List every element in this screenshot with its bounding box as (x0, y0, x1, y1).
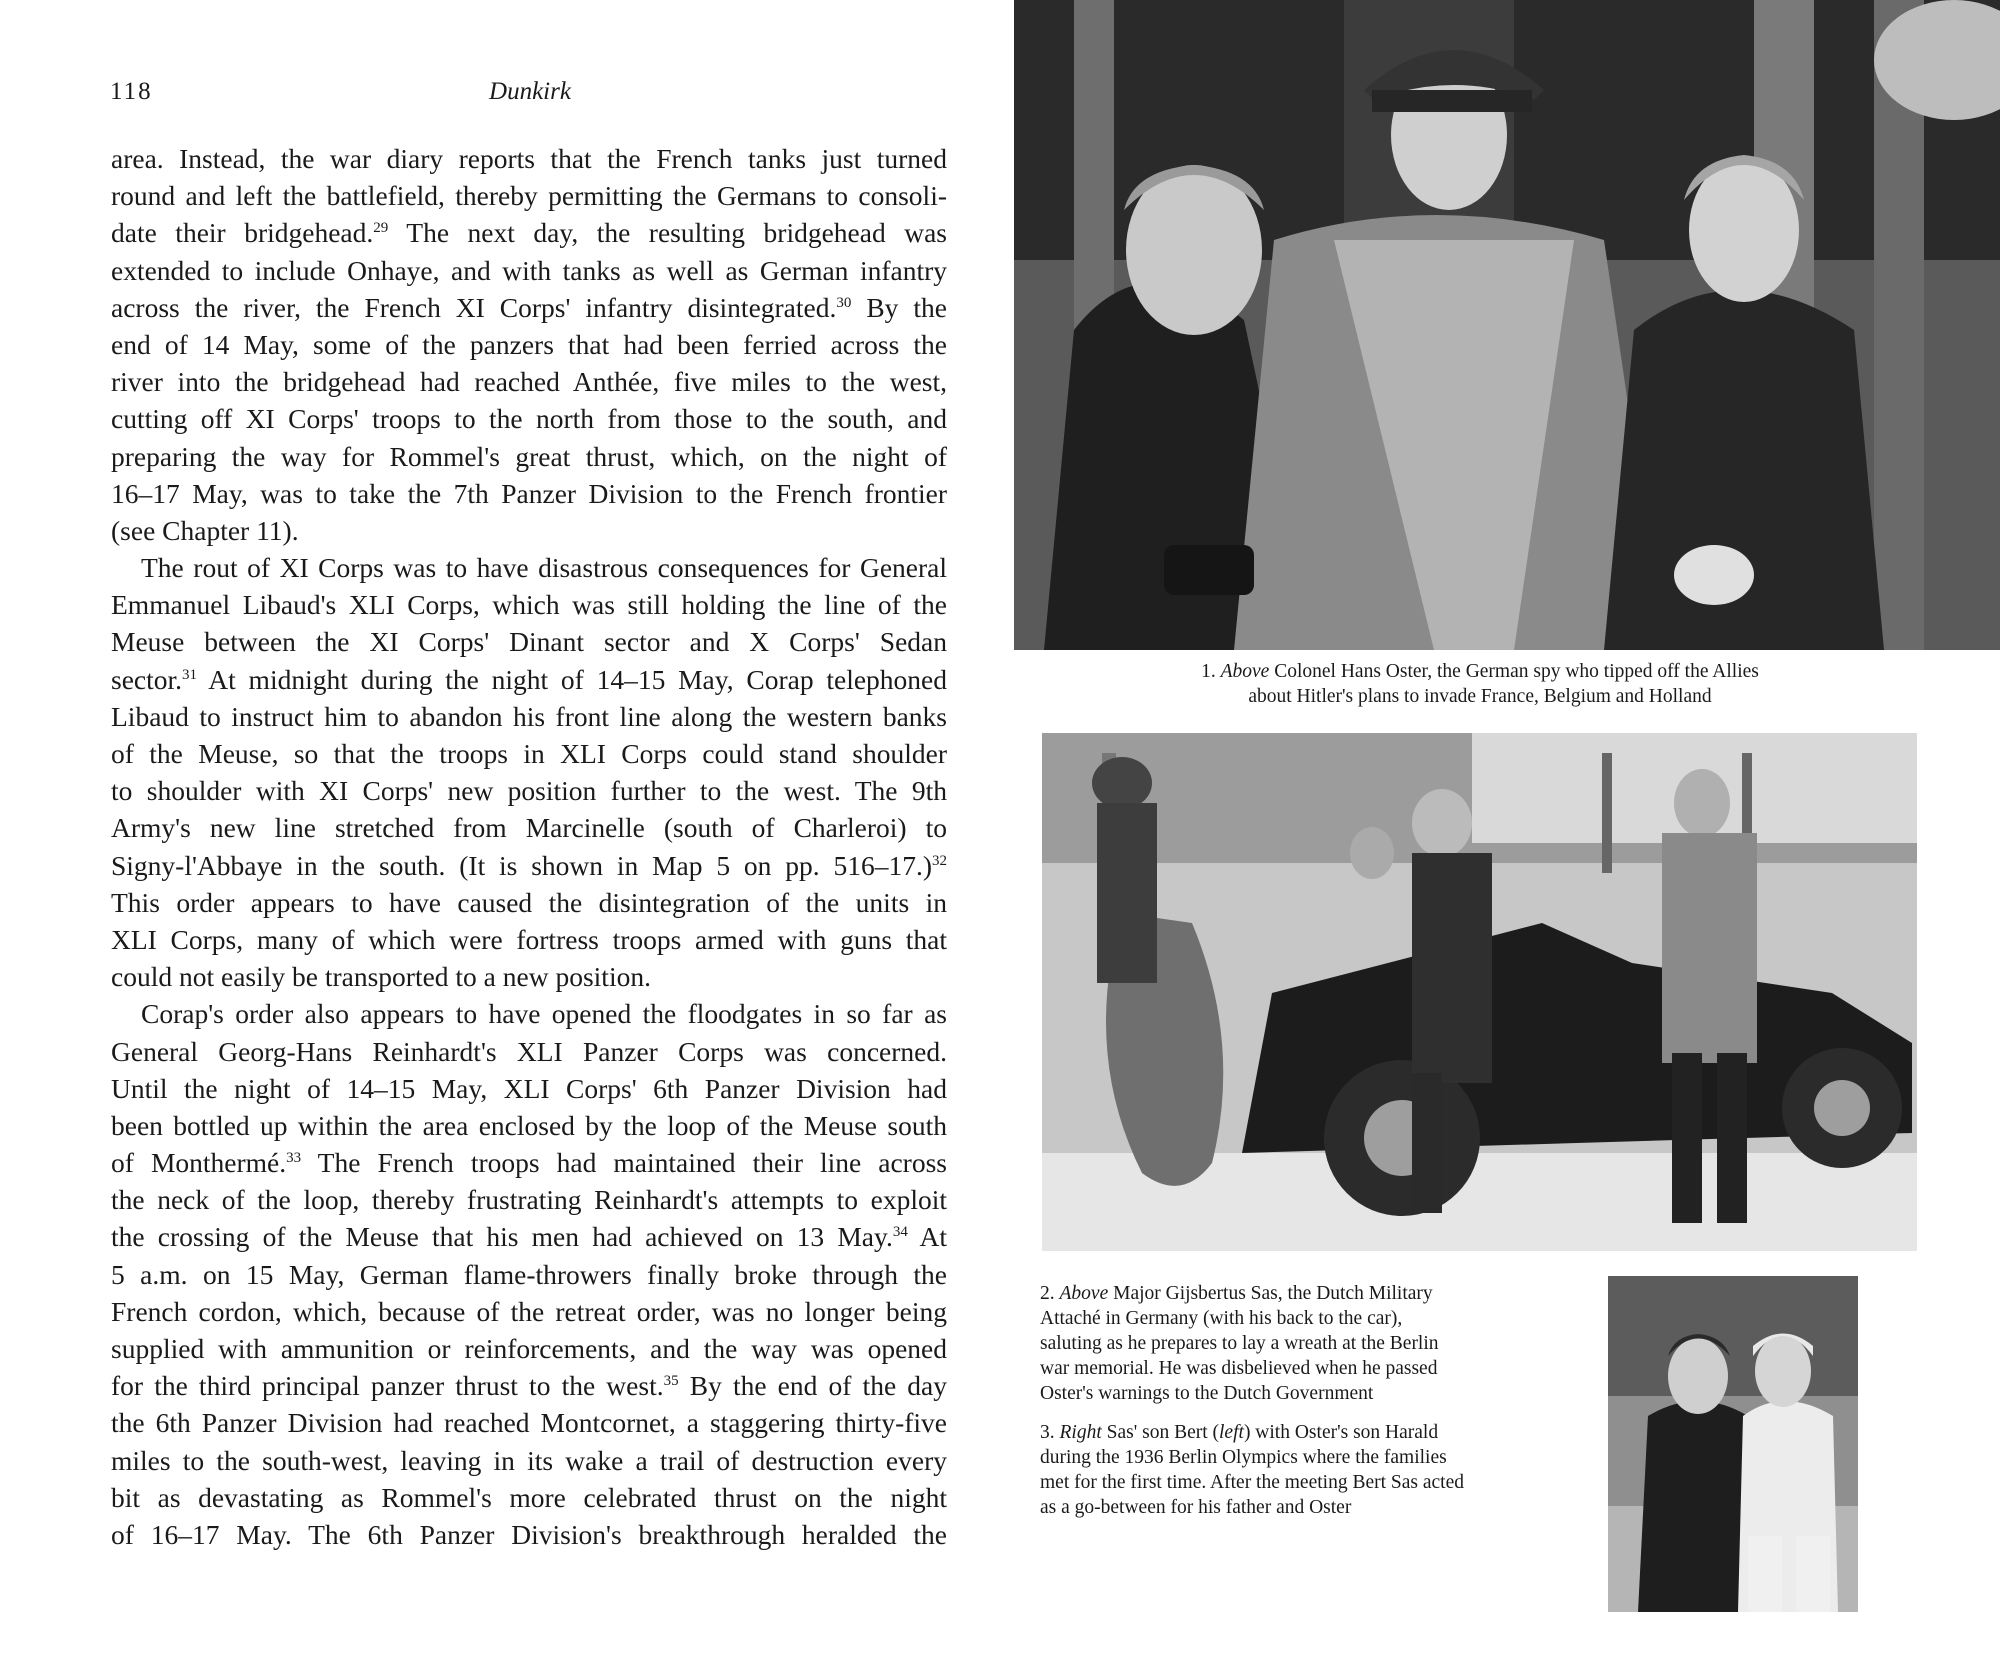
photo-hans-oster (1014, 0, 2000, 650)
page-number: 118 (110, 78, 153, 105)
footnote-ref: 29 (373, 220, 389, 237)
text-line: been bottled up within the area enclosed by the loop of the Meuse south (111, 1109, 947, 1141)
text-line: area. Instead, the war diary reports that the French tanks just turned (111, 143, 947, 174)
text-line: Meuse between the XI Corps' Dinant sector and X Corps' Sedan (111, 626, 947, 658)
footnote-ref: 30 (836, 294, 852, 311)
photo-bert-and-harald (1608, 1276, 1858, 1612)
text-line: This order appears to have caused the disintegration of the units in (111, 886, 947, 918)
text-line: French cordon, which, because of the retreat order, was no longer being (111, 1295, 947, 1327)
text-line: for the third principal panzer thrust to the west.$^{35}$ By the end of the day (111, 1370, 947, 1402)
running-title: Dunkirk (489, 78, 571, 105)
text-line: 5 a.m. on 15 May, German flame-throwers finally broke through the (111, 1258, 947, 1290)
footnote-ref: 33 (286, 1149, 302, 1166)
text-line: Army's new line stretched from Marcinelle (south of Charleroi) to (111, 812, 947, 844)
text-line: of 16–17 May. The 6th Panzer Division's breakthrough heralded the (111, 1518, 947, 1550)
text-line: extended to include Onhaye, and with tanks as well as German infantry (111, 254, 947, 286)
text-line: The rout of XI Corps was to have disastrous consequences for General (141, 552, 947, 584)
text-line: of the Meuse, so that the troops in XLI Corps could stand shoulder (111, 738, 947, 769)
text-line: Libaud to instruct him to abandon his front line along the western banks (111, 700, 947, 732)
text-line: date their bridgehead.$^{29}$ The next day, the resulting bridgehead was (111, 217, 947, 249)
text-line: bit as devastating as Rommel's more celebrated thrust on the night (111, 1481, 947, 1513)
footnote-ref: 32 (932, 852, 947, 869)
text-line: end of 14 May, some of the panzers that had been ferried across the (111, 328, 947, 360)
text-line: the 6th Panzer Division had reached Montcornet, a staggering thirty-five (111, 1407, 947, 1439)
footnote-ref: 31 (182, 666, 198, 683)
text-line: could not easily be transported to a new position. (111, 961, 651, 993)
text-line: across the river, the French XI Corps' infantry disintegrated.$^{30}$ By the (111, 291, 947, 323)
text-line: river into the bridgehead had reached Anthée, five miles to the west, (111, 366, 947, 398)
body-text (111, 140, 947, 1553)
text-line: Corap's order also appears to have opened the floodgates in so far as (141, 998, 947, 1030)
text-line: the crossing of the Meuse that his men had achieved on 13 May.$^{34}$ At (111, 1221, 947, 1253)
text-line: cutting off XI Corps' troops to the north from those to the south, and (111, 403, 947, 435)
text-line: Emmanuel Libaud's XLI Corps, which was still holding the line of the (111, 589, 947, 621)
text-line: (see Chapter 11). (111, 514, 299, 546)
text-line: preparing the way for Rommel's great thrust, which, on the night of (111, 440, 947, 472)
running-head (110, 78, 950, 108)
text-line: miles to the south-west, leaving in its wake a trail of destruction every (111, 1444, 947, 1476)
text-line: round and left the battlefield, thereby permitting the Germans to consoli- (111, 180, 947, 212)
text-line: General Georg-Hans Reinhardt's XLI Panzer Corps was concerned. (111, 1035, 947, 1067)
footnote-ref: 35 (663, 1373, 679, 1390)
text-line: Signy-l'Abbaye in the south. (It is shown in Map 5 on pp. 516–17.)$^{32}$ (111, 849, 947, 881)
text-line: the neck of the loop, thereby frustrating Reinhardt's attempts to exploit (111, 1184, 947, 1216)
text-line: 16–17 May, was to take the 7th Panzer Division to the French frontier (111, 477, 947, 509)
right-page (1000, 0, 2000, 1668)
photo-major-sas-car (1042, 733, 1917, 1251)
text-line: Until the night of 14–15 May, XLI Corps' 6th Panzer Division had (111, 1072, 947, 1104)
caption-3: 3. Right Sas' son Bert (left) with Oster's son Harald during the 1936 Berlin Olympics where the families met for the first time. After the meeting Bert Sas acted as a go-between for his father and Oster (1040, 1422, 1464, 1518)
text-line: of Monthermé.$^{33}$ The French troops had maintained their line across (111, 1147, 947, 1179)
caption-2: 2. Above Major Gijsbertus Sas, the Dutch Military Attaché in Germany (with his back to the car), saluting as he prepares to lay a wreath at the Berlin war memorial. He was disbelieved when he passed Oster's warnings to the Dutch Government (1040, 1283, 1439, 1404)
caption-1: 1. Above Colonel Hans Oster, the German spy who tipped off the Allies about Hitler's plans to invade France, Belgium and Holland (1201, 661, 1759, 707)
text-line: XLI Corps, many of which were fortress troops armed with guns that (111, 923, 947, 955)
text-line: to shoulder with XI Corps' new position further to the west. The 9th (111, 775, 947, 807)
text-line: supplied with ammunition or reinforcements, and the way was opened (111, 1333, 947, 1364)
footnote-ref: 34 (892, 1224, 908, 1241)
text-line: sector.$^{31}$ At midnight during the night of 14–15 May, Corap telephoned (111, 663, 947, 695)
